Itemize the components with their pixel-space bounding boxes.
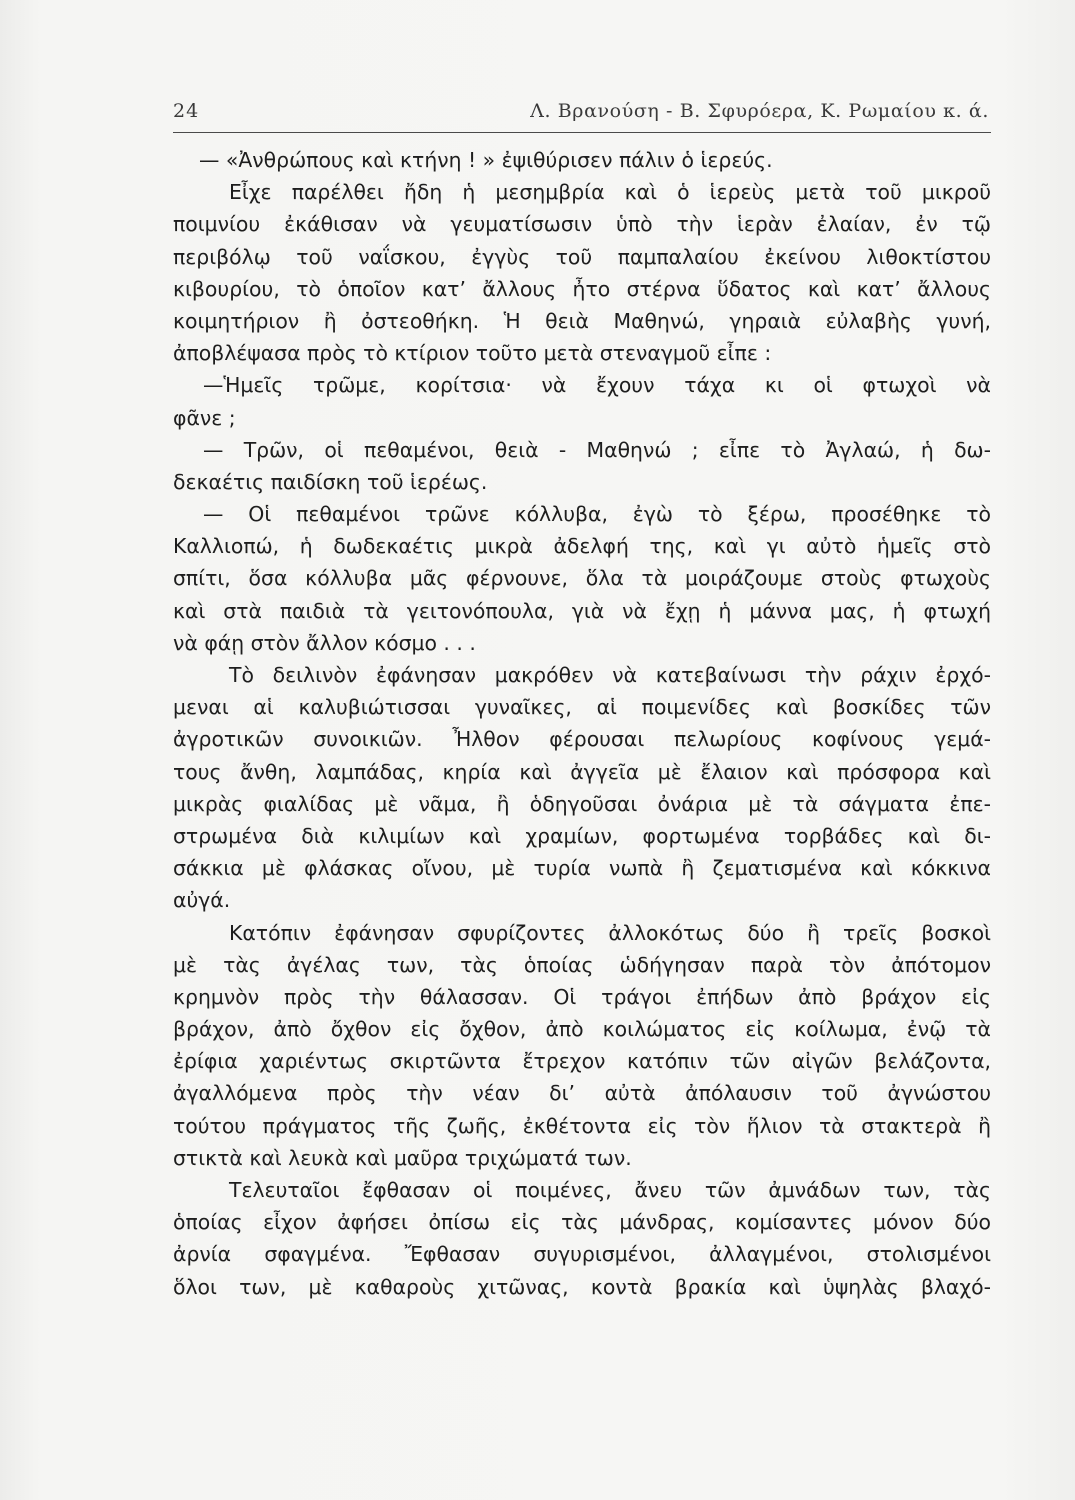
text-line: κιβουρίου, τὸ ὁποῖον κατ’ ἄλλους ἦτο στέρνα ὕδατος καὶ κατ’ ἄλλους [173,276,991,301]
text-line: Τελευταῖοι ἔφθασαν οἱ ποιμένες, ἄνευ τῶν ἀμνάδων των, τὰς [229,1178,991,1202]
text-line: δεκαέτις παιδίσκη τοῦ ἱερέως. [173,469,488,494]
text-line: ποιμνίου ἐκάθισαν νὰ γευματίσωσιν ὑπὸ τὴν ἱερὰν ἐλαίαν, ἐν τῷ [173,212,991,237]
text-line: ἀγροτικῶν συνοικιῶν. Ἦλθον φέρουσαι πελωρίους κοφίνους γεμά- [173,727,991,752]
body-text [173,144,991,1303]
text-line: ἀγαλλόμενα πρὸς τὴν νέαν δι’ αὐτὰ ἀπόλαυσιν τοῦ ἀγνώστου [173,1081,991,1106]
text-line: σάκκια μὲ φλάσκας οἴνου, μὲ τυρία νωπὰ ἢ ζεματισμένα καὶ κόκκινα [173,856,991,881]
text-line: ἀποβλέψασα πρὸς τὸ κτίριον τοῦτο μετὰ στεναγμοῦ εἶπε : [173,341,772,366]
text-line: περιβόλῳ τοῦ ναΐσκου, ἐγγὺς τοῦ παμπαλαίου ἐκείνου λιθοκτίστου [173,244,991,269]
text-line: Κατόπιν ἐφάνησαν σφυρίζοντες ἀλλοκότως δύο ἢ τρεῖς βοσκοὶ [229,920,991,945]
text-line: καὶ στὰ παιδιὰ τὰ γειτονόπουλα, γιὰ νὰ ἔχῃ ἡ μάννα μας, ἡ φτωχή [173,598,991,623]
text-line: — «Ἀνθρώπους καὶ κτήνη ! » ἐψιθύρισεν πάλιν ὁ ἱερεύς. [199,148,773,172]
text-line: βράχον, ἀπὸ ὄχθον εἰς ὄχθον, ἀπὸ κοιλώματος εἰς κοίλωμα, ἐνῷ τὰ [173,1017,991,1042]
text-line: νὰ φάῃ στὸν ἄλλον κόσμο . . . [173,630,476,655]
text-line: ὁποίας εἶχον ἀφήσει ὀπίσω εἰς τὰς μάνδρας, κομίσαντες μόνον δύο [173,1210,991,1235]
text-line: μὲ τὰς ἀγέλας των, τὰς ὁποίας ὡδήγησαν παρὰ τὸν ἀπότομον [173,952,991,977]
running-title: Λ. Βρανούση - Β. Σφυρόερα, Κ. Ρωμαίου κ. ά. [530,100,989,122]
text-line: —Ἡμεῖς τρῶμε, κορίτσια· νὰ ἔχουν τάχα κι οἱ φτωχοὶ νὰ [203,373,991,398]
text-line: — Οἱ πεθαμένοι τρῶνε κόλλυβα, ἐγὼ τὸ ξέρω, προσέθηκε τὸ [203,502,991,527]
text-line: ὅλοι των, μὲ καθαροὺς χιτῶνας, κοντὰ βρακία καὶ ὑψηλὰς βλαχό- [173,1274,991,1299]
text-line: μικρὰς φιαλίδας μὲ νᾶμα, ἢ ὁδηγοῦσαι ὀνάρια μὲ τὰ σάγματα ἐπε- [173,791,991,816]
text-line: σπίτι, ὅσα κόλλυβα μᾶς φέρνουνε, ὅλα τὰ μοιράζουμε στοὺς φτωχοὺς [173,566,991,591]
text-line: τούτου πράγματος τῆς ζωῆς, ἐκθέτοντα εἰς τὸν ἥλιον τὰ στακτερὰ ἢ [173,1113,991,1138]
text-line: στρωμένα διὰ κιλιμίων καὶ χραμίων, φορτωμένα τορβάδες καὶ δι- [173,823,991,848]
text-line: Εἶχε παρέλθει ἤδη ἡ μεσημβρία καὶ ὁ ἱερεὺς μετὰ τοῦ μικροῦ [229,180,991,205]
text-line: αὐγά. [173,888,231,913]
page-number: 24 [173,100,200,122]
page-header [173,98,991,133]
text-line: τους ἄνθη, λαμπάδας, κηρία καὶ ἀγγεῖα μὲ ἔλαιον καὶ πρόσφορα καὶ [173,759,991,784]
text-line: — Τρῶν, οἱ πεθαμένοι, θειὰ - Μαθηνώ ; εἶπε τὸ Ἀγλαώ, ἡ δω- [203,437,991,462]
text-line: στικτὰ καὶ λευκὰ καὶ μαῦρα τριχώματά των. [173,1145,632,1170]
text-line: κρημνὸν πρὸς τὴν θάλασσαν. Οἱ τράγοι ἐπήδων ἀπὸ βράχον εἰς [173,984,991,1009]
text-line: ἐρίφια χαριέντως σκιρτῶντα ἔτρεχον κατόπιν τῶν αἰγῶν βελάζοντα, [173,1049,991,1074]
text-line: μεναι αἱ καλυβιώτισσαι γυναῖκες, αἱ ποιμενίδες καὶ βοσκίδες τῶν [173,695,991,720]
text-line: Καλλιοπώ, ἡ δωδεκαέτις μικρὰ ἀδελφή της, καὶ γι αὐτὸ ἡμεῖς στὸ [173,534,991,559]
text-line: φᾶνε ; [173,405,236,430]
text-line: Τὸ δειλινὸν ἐφάνησαν μακρόθεν νὰ κατεβαίνωσι τὴν ράχιν ἐρχό- [229,663,991,687]
text-line: κοιμητήριον ἢ ὀστεοθήκη. Ἡ θειὰ Μαθηνώ, γηραιὰ εὐλαβὴς γυνή, [173,308,991,333]
text-line: ἀρνία σφαγμένα. Ἔφθασαν συγυρισμένοι, ἀλλαγμένοι, στολισμένοι [173,1242,991,1267]
